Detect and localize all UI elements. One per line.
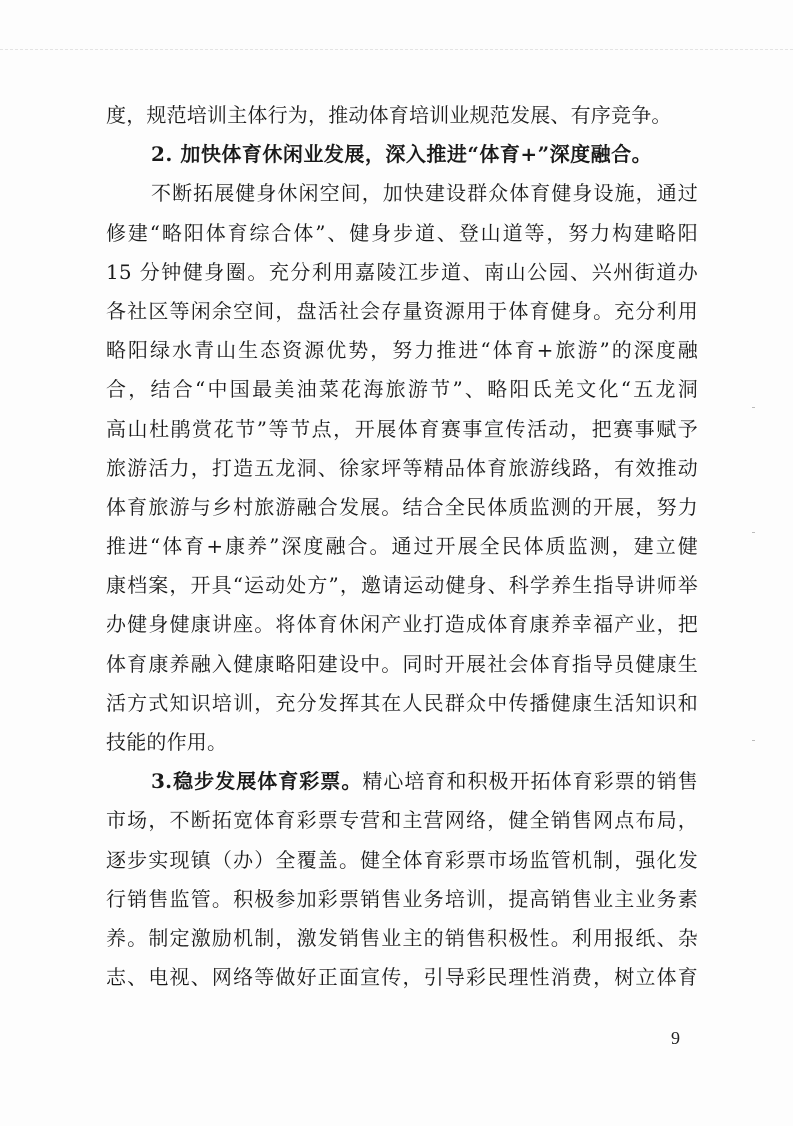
text-line: 行销售监管。积极参加彩票销售业务培训，提高销售业主业务素 xyxy=(106,886,698,911)
text-line: 修建“略阳体育综合体”、健身步道、登山道等，努力构建略阳 xyxy=(106,220,698,245)
text-line: 略阳绿水青山生态资源优势，努力推进“体育+旅游”的深度融 xyxy=(106,338,698,363)
text-line: 办健身健康讲座。将体育休闲产业打造成体育康养幸福产业，把 xyxy=(106,612,698,637)
text-line: 逐步实现镇（办）全覆盖。健全体育彩票市场监管机制，强化发 xyxy=(106,847,698,872)
text-line: 不断拓展健身休闲空间，加快建设群众体育健身设施，通过 xyxy=(151,181,698,206)
text-line: 旅游活力，打造五龙洞、徐家坪等精品体育旅游线路，有效推动 xyxy=(106,455,698,480)
text-line: 志、电视、网络等做好正面宣传，引导彩民理性消费，树立体育 xyxy=(106,965,698,990)
scan-edge xyxy=(0,49,793,51)
section-heading-2: 2. 加快体育休闲业发展，深入推进“体育+”深度融合。 xyxy=(151,142,653,167)
text-line: 康档案，开具“运动处方”，邀请运动健身、科学养生指导讲师举 xyxy=(106,573,698,598)
body-text xyxy=(106,105,698,1006)
text-line: 各社区等闲余空间，盘活社会存量资源用于体育健身。充分利用 xyxy=(106,298,698,323)
section-heading-3: 3.稳步发展体育彩票。 xyxy=(151,769,363,794)
text-line: 市场，不断拓宽体育彩票专营和主营网络，健全销售网点布局， xyxy=(106,808,698,833)
text-line: 合，结合“中国最美油菜花海旅游节”、略阳氐羌文化“五龙洞 xyxy=(106,377,698,402)
text-line: 15 分钟健身圈。充分利用嘉陵江步道、南山公园、兴州街道办 xyxy=(106,259,698,284)
text-line: 高山杜鹃赏花节”等节点，开展体育赛事宣传活动，把赛事赋予 xyxy=(106,416,698,441)
text-run: 精心培育和积极开拓体育彩票的销售 xyxy=(362,769,698,794)
section-3-first-line xyxy=(106,769,698,794)
scan-speck xyxy=(752,532,755,533)
text-line: 体育旅游与乡村旅游融合发展。结合全民体质监测的开展，努力 xyxy=(106,494,698,519)
text-line: 度，规范培训主体行为，推动体育培训业规范发展、有序竞争。 xyxy=(106,103,672,127)
text-line: 养。制定激励机制，激发销售业主的销售积极性。利用报纸、杂 xyxy=(106,925,698,950)
text-line: 活方式知识培训，充分发挥其在人民群众中传播健康生活知识和 xyxy=(106,690,698,715)
text-line: 体育康养融入健康略阳建设中。同时开展社会体育指导员健康生 xyxy=(106,651,698,676)
scan-speck xyxy=(752,740,755,741)
text-line: 技能的作用。 xyxy=(106,730,228,754)
text-line: 推进“体育+康养”深度融合。通过开展全民体质监测，建立健 xyxy=(106,534,698,559)
page-number: 9 xyxy=(671,1028,680,1048)
scan-speck xyxy=(752,407,755,408)
